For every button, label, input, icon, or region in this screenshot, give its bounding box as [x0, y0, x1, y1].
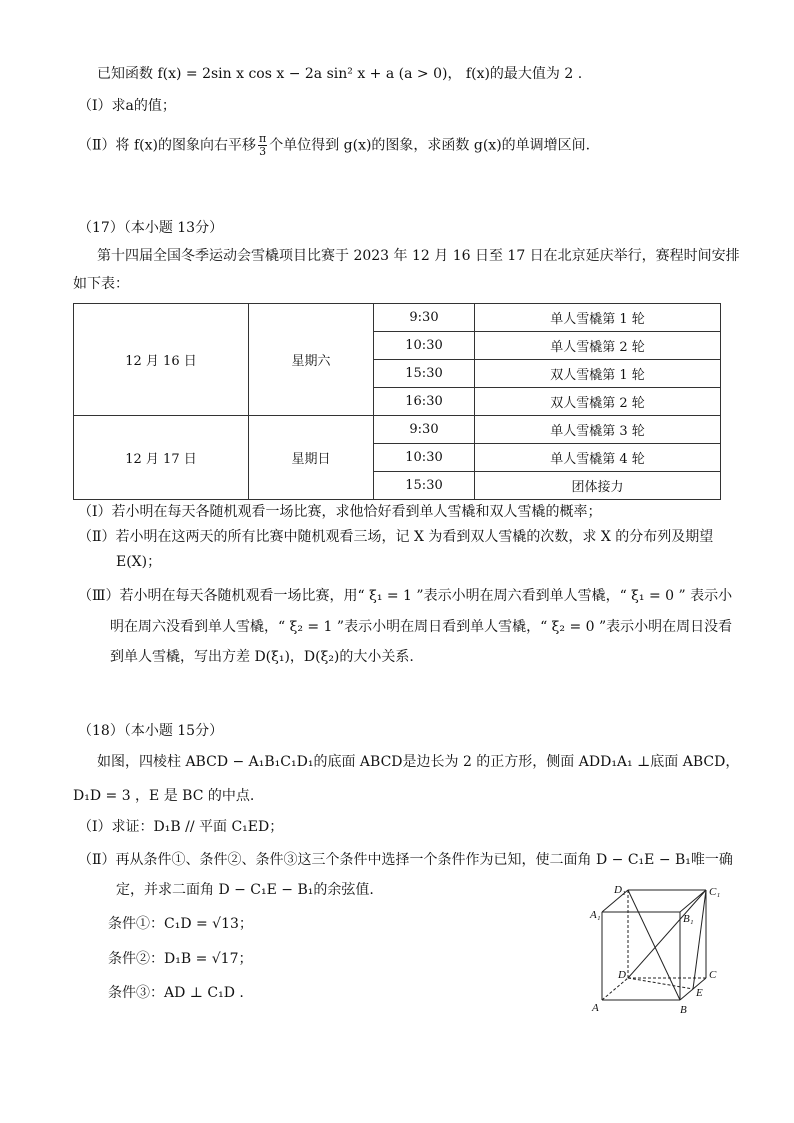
- time-cell: 16:30: [374, 388, 475, 416]
- q16-part2: [78, 133, 590, 158]
- q17-header: （17）（本小题 13分）: [78, 220, 224, 236]
- q17-intro-line2: 如下表：: [73, 276, 129, 292]
- q16-fraction: [258, 133, 267, 158]
- label-c: C: [709, 969, 717, 981]
- event-cell: 团体接力: [475, 472, 721, 500]
- event-cell: 单人雪橇第 4 轮: [475, 444, 721, 472]
- q17-intro-line1: 第十四届全国冬季运动会雪橇项目比赛于 2023 年 12 月 16 日至 17 日在北京延庆举行，赛程时间安排: [97, 248, 740, 264]
- label-c1: C₁: [709, 886, 721, 898]
- segment-d1b: [628, 890, 680, 1000]
- q18-part1: （Ⅰ）求证：D₁B // 平面 C₁ED；: [78, 819, 284, 835]
- condition-2: 条件②：D₁B = √17；: [108, 951, 253, 967]
- event-cell: 单人雪橇第 1 轮: [475, 304, 721, 332]
- time-cell: 10:30: [374, 332, 475, 360]
- time-cell: 9:30: [374, 304, 475, 332]
- condition-1: 条件①：C₁D = √13；: [108, 916, 253, 932]
- time-cell: 9:30: [374, 416, 475, 444]
- q16-part2-pre: （Ⅱ）将 f(x)的图象向右平移: [78, 137, 256, 154]
- schedule-table: [73, 303, 721, 500]
- label-a1: A₁: [590, 909, 601, 921]
- q16-part1: （Ⅰ）求a的值；: [78, 98, 176, 114]
- label-b1: B₁: [683, 913, 694, 925]
- fraction-denominator: 3: [259, 145, 267, 158]
- edge-ad-hidden: [602, 978, 628, 1000]
- date-cell: 12 月 16 日: [74, 304, 249, 416]
- q18-intro-line2: D₁D = 3 ，E 是 BC 的中点.: [73, 788, 255, 804]
- event-cell: 双人雪橇第 1 轮: [475, 360, 721, 388]
- edge-b1c1: [680, 890, 706, 912]
- q17-part1: （Ⅰ）若小明在每天各随机观看一场比赛，求他恰好看到单人雪橇和双人雪橇的概率；: [78, 504, 602, 520]
- event-cell: 单人雪橇第 2 轮: [475, 332, 721, 360]
- condition-3: 条件③：AD ⊥ C₁D .: [108, 985, 244, 1001]
- q18-header: （18）（本小题 15分）: [78, 723, 224, 739]
- table-row: [74, 416, 721, 444]
- q17-part2-line2: E(X)；: [116, 554, 162, 570]
- fraction-numerator: π: [258, 132, 267, 145]
- date-cell: 12 月 17 日: [74, 416, 249, 500]
- table-row: [74, 304, 721, 332]
- event-cell: 单人雪橇第 3 轮: [475, 416, 721, 444]
- time-cell: 15:30: [374, 472, 475, 500]
- prism-figure: [588, 882, 728, 1018]
- q16-intro: 已知函数 f(x) = 2sin x cos x − 2a sin² x + a (a > 0)， f(x)的最大值为 2 .: [97, 66, 583, 82]
- segment-de-hidden: [628, 978, 693, 989]
- q17-part3-line2: 明在周六没看到单人雪橇，“ ξ₂ = 1 ”表示小明在周日看到单人雪橇，“ ξ₂ = 0 ”表示小明在周日没看: [110, 619, 733, 635]
- q18-intro-line1: 如图，四棱柱 ABCD − A₁B₁C₁D₁的底面 ABCD是边长为 2 的正方形，侧面 ADD₁A₁ ⊥底面 ABCD，: [97, 754, 740, 770]
- time-cell: 10:30: [374, 444, 475, 472]
- time-cell: 15:30: [374, 360, 475, 388]
- event-cell: 双人雪橇第 2 轮: [475, 388, 721, 416]
- q18-part2-line2: 定，并求二面角 D − C₁E − B₁的余弦值.: [116, 882, 374, 898]
- segment-c1e: [693, 890, 706, 989]
- q17-part3-line3: 到单人雪橇，写出方差 D(ξ₁)，D(ξ₂)的大小关系.: [110, 649, 414, 665]
- q18-part2-line1: （Ⅱ）再从条件①、条件②、条件③这三个条件中选择一个条件作为已知，使二面角 D − C₁E − B₁唯一确: [78, 852, 733, 868]
- label-d: D: [618, 969, 626, 981]
- label-a: A: [592, 1002, 599, 1014]
- weekday-cell: 星期日: [249, 416, 374, 500]
- q16-part2-post: 个单位得到 g(x)的图象，求函数 g(x)的单调增区间.: [269, 137, 591, 154]
- label-d1: D₁: [614, 884, 626, 896]
- label-e: E: [696, 987, 703, 999]
- q17-part2-line1: （Ⅱ）若小明在这两天的所有比赛中随机观看三场，记 X 为看到双人雪橇的次数，求 X 的分布列及期望: [78, 529, 714, 545]
- q17-part3-line1: （Ⅲ）若小明在每天各随机观看一场比赛，用“ ξ₁ = 1 ”表示小明在周六看到单人雪橇，“ ξ₁ = 0 ” 表示小: [78, 588, 733, 604]
- label-b: B: [680, 1004, 687, 1016]
- weekday-cell: 星期六: [249, 304, 374, 416]
- segment-dc1: [628, 890, 706, 978]
